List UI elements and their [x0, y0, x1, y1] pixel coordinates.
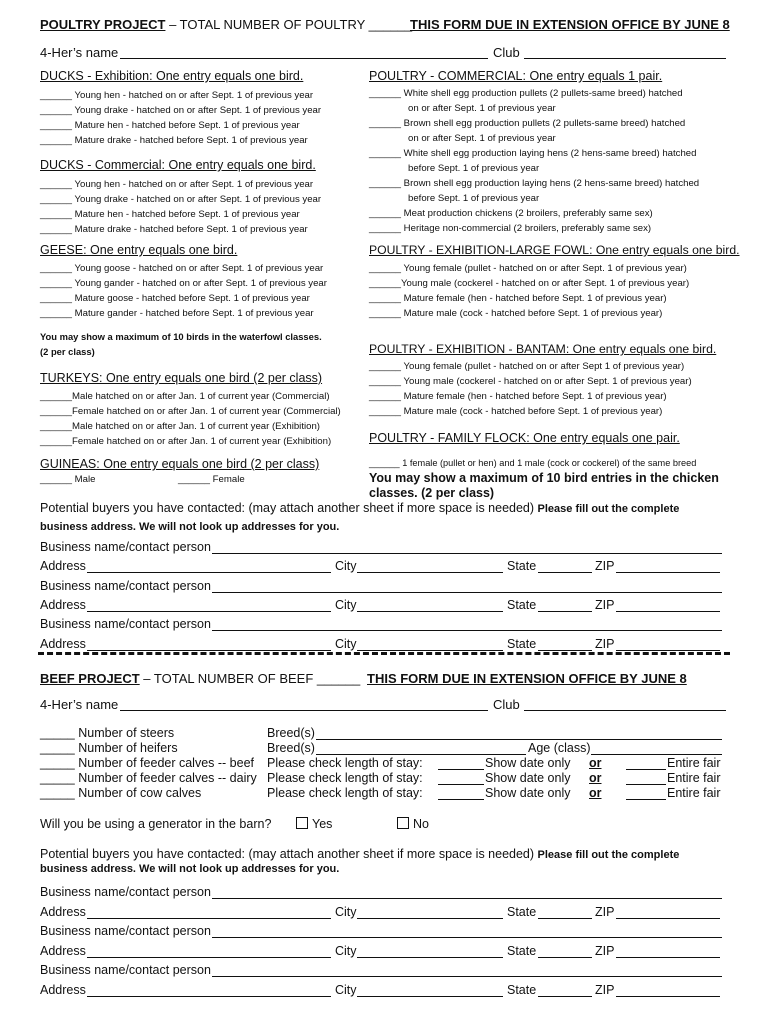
- ducks-exhibition-list: [40, 88, 321, 148]
- ducks-commercial-title: DUCKS - Commercial: One entry equals one bird.: [40, 158, 316, 172]
- bantam-title: POULTRY - EXHIBITION - BANTAM: One entry equals one bird.: [369, 342, 717, 356]
- large-fowl-title: POULTRY - EXHIBITION-LARGE FOWL: One entry equals one bird.: [369, 243, 740, 257]
- list-item[interactable]: ______ Heritage non-commercial (2 broilers, preferably same sex): [369, 223, 652, 234]
- chicken-note: [369, 471, 719, 501]
- business-name-label: Business name/contact person: [40, 617, 211, 632]
- waterfowl-note-line-1: You may show a maximum of 10 birds in the waterfowl classes.: [40, 331, 322, 342]
- state-label: State: [507, 982, 537, 997]
- heifers-count-field[interactable]: _____ Number of heifers: [40, 741, 178, 755]
- show-date-label: Show date only: [485, 786, 571, 800]
- or-label: or: [589, 771, 602, 785]
- feeder-dairy-stay-label: Please check length of stay:: [267, 771, 423, 785]
- turkeys-list: [40, 389, 341, 449]
- zip-label: ZIP: [595, 904, 615, 919]
- entire-fair-field[interactable]: [626, 799, 666, 800]
- poultry-due-notice: THIS FORM DUE IN EXTENSION OFFICE BY JUNE 8: [410, 17, 730, 32]
- address-label: Address: [40, 982, 86, 997]
- list-item[interactable]: ______ Mature female (hen - hatched before Sept. 1 of previous year): [369, 391, 667, 402]
- show-date-label: Show date only: [485, 756, 571, 770]
- address-field[interactable]: [87, 572, 331, 573]
- beef-name-field[interactable]: [120, 710, 488, 711]
- generator-yes-option[interactable]: [296, 817, 332, 831]
- guineas-female[interactable]: ______ Female: [178, 474, 245, 485]
- zip-field[interactable]: [616, 957, 720, 958]
- beef-name-label: 4-Her’s name: [40, 697, 119, 712]
- state-field[interactable]: [538, 918, 592, 919]
- beef-club-field[interactable]: [524, 710, 726, 711]
- state-field[interactable]: [538, 996, 592, 997]
- list-item[interactable]: ______Female hatched on or after Jan. 1 of current year (Exhibition): [40, 436, 332, 447]
- state-field[interactable]: [538, 611, 592, 612]
- entire-fair-field[interactable]: [626, 784, 666, 785]
- address-field[interactable]: [87, 918, 331, 919]
- list-item[interactable]: ______ Young drake - hatched on or after Sept. 1 of previous year: [40, 194, 322, 205]
- poultry-buyers-text: [40, 501, 679, 515]
- beef-club-label: Club: [493, 697, 520, 712]
- generator-question: Will you be using a generator in the barn?: [40, 817, 272, 831]
- show-date-field[interactable]: [438, 784, 484, 785]
- list-item[interactable]: ______Female hatched on or after Jan. 1 of current year (Commercial): [40, 406, 341, 417]
- feeder-beef-count-field[interactable]: _____ Number of feeder calves -- beef: [40, 756, 255, 770]
- beef-detail-list: [267, 726, 423, 801]
- beef-due-notice: THIS FORM DUE IN EXTENSION OFFICE BY JUNE 8: [367, 671, 687, 686]
- address-field[interactable]: [87, 650, 331, 651]
- list-item[interactable]: ______ Mature female (hen - hatched before Sept. 1 of previous year): [369, 293, 667, 304]
- business-name-label: Business name/contact person: [40, 540, 211, 554]
- state-label: State: [507, 636, 537, 651]
- poultry-commercial-title: POULTRY - COMMERCIAL: One entry equals 1 pair.: [369, 69, 663, 83]
- zip-label: ZIP: [595, 636, 615, 651]
- zip-label: ZIP: [595, 559, 615, 574]
- list-item[interactable]: ______ Mature drake - hatched before Sept. 1 of previous year: [40, 135, 308, 146]
- city-field[interactable]: [357, 611, 503, 612]
- waterfowl-note: [40, 329, 322, 359]
- feeder-dairy-count-field[interactable]: _____ Number of feeder calves -- dairy: [40, 771, 257, 785]
- list-item-continued: before Sept. 1 of previous year: [408, 193, 540, 204]
- city-label: City: [335, 597, 357, 612]
- age-class-field[interactable]: [591, 754, 722, 755]
- state-field[interactable]: [538, 572, 592, 573]
- list-item[interactable]: ______ Young female (pullet - hatched on or after Sept. 1 of previous year): [369, 263, 687, 274]
- city-label: City: [335, 636, 357, 651]
- poultry-buyers-instruction-2: business address. We will not look up addresses for you.: [40, 521, 340, 533]
- list-item[interactable]: ______ Mature hen - hatched before Sept. 1 of previous year: [40, 120, 300, 131]
- beef-header: [40, 671, 360, 686]
- heifers-breed-label: Breed(s): [267, 741, 315, 755]
- address-label: Address: [40, 943, 86, 958]
- zip-field[interactable]: [616, 572, 720, 573]
- address-label: Address: [40, 559, 86, 574]
- or-label: or: [589, 786, 602, 800]
- waterfowl-note-line-2: (2 per class): [40, 346, 95, 357]
- generator-no-label: No: [413, 817, 429, 831]
- city-label: City: [335, 904, 357, 919]
- steers-count-field[interactable]: _____ Number of steers: [40, 726, 175, 740]
- guineas-title: GUINEAS: One entry equals one bird (2 per class): [40, 457, 320, 471]
- steers-breed-label: Breed(s): [267, 726, 315, 740]
- zip-label: ZIP: [595, 597, 615, 612]
- state-label: State: [507, 943, 537, 958]
- business-name-field[interactable]: [212, 937, 722, 938]
- list-item-continued: on or after Sept. 1 of previous year: [408, 103, 556, 114]
- list-item[interactable]: ______ Mature hen - hatched before Sept. 1 of previous year: [40, 209, 300, 220]
- zip-field[interactable]: [616, 650, 720, 651]
- list-item[interactable]: ______ Young female (pullet - hatched on or after Sept 1 of previous year): [369, 361, 685, 372]
- list-item[interactable]: ______ White shell egg production laying hens (2 hens-same breed) hatched: [369, 148, 697, 159]
- address-label: Address: [40, 636, 86, 651]
- family-flock-title: POULTRY - FAMILY FLOCK: One entry equals one pair.: [369, 431, 680, 445]
- list-item-continued: before Sept. 1 of previous year: [408, 163, 540, 174]
- business-name-field[interactable]: [212, 898, 722, 899]
- generator-yes-label: Yes: [312, 817, 333, 831]
- beef-buyers-label: Potential buyers you have contacted: (may attach another sheet if more space is needed): [40, 847, 535, 861]
- list-item[interactable]: ______ Young drake - hatched on or after Sept. 1 of previous year: [40, 105, 322, 116]
- chicken-note-line-1: You may show a maximum of 10 bird entries in the chicken: [369, 471, 719, 485]
- entire-fair-label: Entire fair: [667, 786, 721, 800]
- poultry-buyers-instruction: Please fill out the complete: [537, 503, 680, 515]
- generator-no-option[interactable]: [397, 817, 429, 831]
- list-item[interactable]: ______ Meat production chickens (2 broilers, preferably same sex): [369, 208, 653, 219]
- list-item-continued: on or after Sept. 1 of previous year: [408, 133, 556, 144]
- checkbox-icon[interactable]: [296, 817, 308, 829]
- list-item[interactable]: ______ Mature male (cock - hatched before Sept. 1 of previous year): [369, 406, 663, 417]
- address-label: Address: [40, 597, 86, 612]
- city-field[interactable]: [357, 918, 503, 919]
- family-flock-item[interactable]: ______ 1 female (pullet or hen) and 1 male (cock or cockerel) of the same breed: [369, 458, 697, 468]
- or-label: or: [589, 756, 602, 770]
- show-date-label: Show date only: [485, 771, 571, 785]
- state-label: State: [507, 559, 537, 574]
- show-date-field[interactable]: [438, 799, 484, 800]
- zip-field[interactable]: [616, 918, 720, 919]
- list-item[interactable]: ______ White shell egg production pullets (2 pullets-same breed) hatched: [369, 88, 683, 99]
- list-item[interactable]: ______ Brown shell egg production laying hens (2 hens-same breed) hatched: [369, 178, 700, 189]
- zip-field[interactable]: [616, 611, 720, 612]
- list-item[interactable]: ______ Young gander - hatched on or after Sept. 1 of previous year: [40, 278, 327, 289]
- geese-title: GEESE: One entry equals one bird.: [40, 243, 238, 257]
- business-name-label: Business name/contact person: [40, 885, 211, 899]
- list-item[interactable]: ______ Brown shell egg production pullets (2 pullets-same breed) hatched: [369, 118, 686, 129]
- list-item[interactable]: ______ Young hen - hatched on or after Sept. 1 of previous year: [40, 90, 314, 101]
- beef-buyers-instruction-2: business address. We will not look up addresses for you.: [40, 863, 340, 875]
- city-label: City: [335, 559, 357, 574]
- poultry-name-label: 4-Her’s name: [40, 45, 119, 60]
- poultry-commercial-list: [369, 86, 699, 236]
- business-name-label: Business name/contact person: [40, 963, 211, 977]
- heifers-breed-field[interactable]: [316, 754, 526, 755]
- state-label: State: [507, 904, 537, 919]
- steers-breed-field[interactable]: [316, 739, 722, 740]
- checkbox-icon[interactable]: [397, 817, 409, 829]
- cow-calves-count-field[interactable]: _____ Number of cow calves: [40, 786, 202, 800]
- beef-count-list: [40, 726, 257, 801]
- address-label: Address: [40, 904, 86, 919]
- list-item[interactable]: ______Young male (cockerel - hatched on or after Sept. 1 of previous year): [369, 278, 690, 289]
- business-name-field[interactable]: [212, 976, 722, 977]
- ducks-exhibition-title: DUCKS - Exhibition: One entry equals one bird.: [40, 69, 304, 83]
- city-field[interactable]: [357, 957, 503, 958]
- city-label: City: [335, 982, 357, 997]
- business-name-field[interactable]: [212, 592, 722, 593]
- business-name-field[interactable]: [212, 553, 722, 554]
- list-item[interactable]: ______Male hatched on or after Jan. 1 of current year (Commercial): [40, 391, 330, 402]
- address-field[interactable]: [87, 957, 331, 958]
- state-field[interactable]: [538, 650, 592, 651]
- beef-buyers-instruction: Please fill out the complete: [537, 849, 680, 861]
- list-item[interactable]: ______ Mature drake - hatched before Sept. 1 of previous year: [40, 224, 308, 235]
- address-field[interactable]: [87, 996, 331, 997]
- chicken-note-line-2: classes. (2 per class): [369, 486, 495, 500]
- state-field[interactable]: [538, 957, 592, 958]
- list-item[interactable]: ______Male hatched on or after Jan. 1 of current year (Exhibition): [40, 421, 320, 432]
- guineas-male[interactable]: ______ Male: [40, 474, 96, 485]
- city-field[interactable]: [357, 996, 503, 997]
- beef-total-label: – TOTAL NUMBER OF BEEF ______: [139, 671, 361, 686]
- city-label: City: [335, 943, 357, 958]
- zip-label: ZIP: [595, 982, 615, 997]
- list-item[interactable]: ______ Young hen - hatched on or after Sept. 1 of previous year: [40, 179, 314, 190]
- list-item[interactable]: ______ Mature goose - hatched before Sept. 1 of previous year: [40, 293, 310, 304]
- poultry-header: [40, 17, 412, 32]
- feeder-beef-stay-label: Please check length of stay:: [267, 756, 423, 770]
- beef-project-title: BEEF PROJECT: [40, 671, 140, 686]
- cow-calves-stay-label: Please check length of stay:: [267, 786, 423, 800]
- poultry-buyers-label: Potential buyers you have contacted: (may attach another sheet if more space is needed): [40, 501, 535, 515]
- city-field[interactable]: [357, 572, 503, 573]
- city-field[interactable]: [357, 650, 503, 651]
- poultry-club-label: Club: [493, 45, 520, 60]
- zip-label: ZIP: [595, 943, 615, 958]
- list-item[interactable]: ______ Young male (cockerel - hatched on or after Sept. 1 of previous year): [369, 376, 692, 387]
- business-name-label: Business name/contact person: [40, 924, 211, 938]
- entire-fair-field[interactable]: [626, 769, 666, 770]
- show-date-field[interactable]: [438, 769, 484, 770]
- poultry-name-field[interactable]: [120, 58, 488, 59]
- poultry-project-title: POULTRY PROJECT: [40, 17, 166, 32]
- list-item[interactable]: ______ Young goose - hatched on or after Sept. 1 of previous year: [40, 263, 324, 274]
- section-divider: [38, 652, 730, 655]
- address-field[interactable]: [87, 611, 331, 612]
- bantam-list: [369, 359, 692, 419]
- list-item[interactable]: ______ Mature male (cock - hatched before Sept. 1 of previous year): [369, 308, 663, 319]
- beef-buyers-text: [40, 847, 679, 861]
- business-name-label: Business name/contact person: [40, 578, 211, 593]
- geese-list: [40, 261, 327, 321]
- state-label: State: [507, 597, 537, 612]
- age-class-label: Age (class): [528, 741, 591, 755]
- entire-fair-label: Entire fair: [667, 756, 721, 770]
- turkeys-title: TURKEYS: One entry equals one bird (2 per class): [40, 371, 323, 385]
- large-fowl-list: [369, 261, 689, 321]
- poultry-total-label: – TOTAL NUMBER OF POULTRY ______: [165, 17, 413, 32]
- poultry-club-field[interactable]: [524, 58, 726, 59]
- zip-field[interactable]: [616, 996, 720, 997]
- entire-fair-label: Entire fair: [667, 771, 721, 785]
- business-name-field[interactable]: [212, 630, 722, 631]
- ducks-commercial-list: [40, 177, 321, 237]
- list-item[interactable]: ______ Mature gander - hatched before Sept. 1 of previous year: [40, 308, 314, 319]
